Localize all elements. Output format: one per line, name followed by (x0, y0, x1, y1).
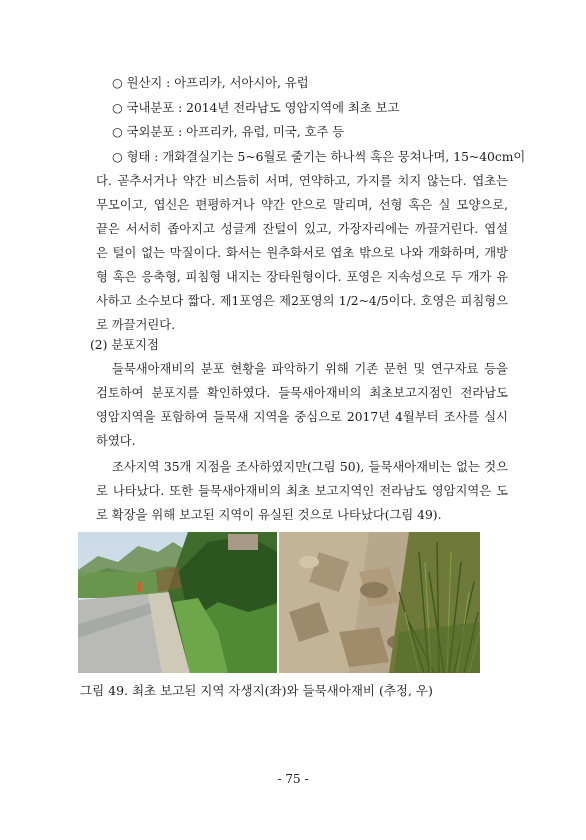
form-line: 로 까끌거린다. (96, 318, 176, 332)
page-number: - 75 - (277, 772, 309, 786)
para1-line: 하였다. (96, 434, 136, 448)
para2-line: 로 확장을 위해 보고된 지역이 유실된 것으로 나타났다(그림 49). (96, 508, 442, 522)
form-line: 형 혹은 응축형, 피침형 내지는 장타원형이다. 포영은 지속성으로 두 개가 유 (96, 270, 508, 284)
para1-line: 검토하여 분포지를 확인하였다. 들묵새아재비의 최초보고지점인 전라남도 (96, 386, 508, 400)
form-line: 사하고 소수보다 짧다. 제1포영은 제2포영의 1/2~4/5이다. 호영은 피침형으 (96, 294, 508, 308)
para2-line: 로 나타났다. 또한 들묵새아재비의 최초 보고지역인 전라남도 영암지역은 도 (96, 484, 508, 498)
para1-line: 영암지역을 포함하여 들묵새 지역을 중심으로 2017년 4월부터 조사를 실시 (96, 410, 508, 424)
bullet-domestic-distribution: ○ 국내분포 : 2014년 전라남도 영암지역에 최초 보고 (112, 101, 400, 115)
form-line: 끝은 서서히 좁아지고 성글게 잔털이 있고, 가장자리에는 까끌거린다. 엽설 (96, 222, 508, 236)
plant-photo (279, 532, 480, 673)
figure-caption: 그림 49. 최초 보고된 지역 자생지(좌)와 들묵새아재비 (추정, 우) (80, 683, 433, 698)
para1-line: 들묵새아재비의 분포 현황을 파악하기 위해 기존 문헌 및 연구자료 등을 (112, 362, 508, 376)
bullet-origin: ○ 원산지 : 아프리카, 서아시아, 유럽 (112, 76, 309, 90)
habitat-photo (78, 532, 277, 673)
section-heading: (2) 분포지점 (90, 338, 159, 352)
form-line: 다. 곧추서거나 약간 비스듬히 서며, 연약하고, 가지를 치지 않는다. 엽초는 (96, 174, 508, 188)
para2-line: 조사지역 35개 지점을 조사하였지만(그림 50), 들묵새아재비는 없는 것으 (112, 460, 508, 474)
form-line: ○ 형태 : 개화결실기는 5~6월로 줄기는 하나씩 혹은 뭉쳐나며, 15~40cm이 (112, 150, 526, 164)
form-line: 은 털이 없는 막질이다. 화서는 원추화서로 엽초 밖으로 나와 개화하며, 개방 (96, 246, 508, 260)
bullet-foreign-distribution: ○ 국외분포 : 아프리카, 유럽, 미국, 호주 등 (112, 125, 345, 139)
figure-49-photos (78, 532, 480, 673)
form-line: 무모이고, 엽신은 편평하거나 약간 안으로 말리며, 선형 혹은 실 모양으로, (96, 198, 508, 212)
